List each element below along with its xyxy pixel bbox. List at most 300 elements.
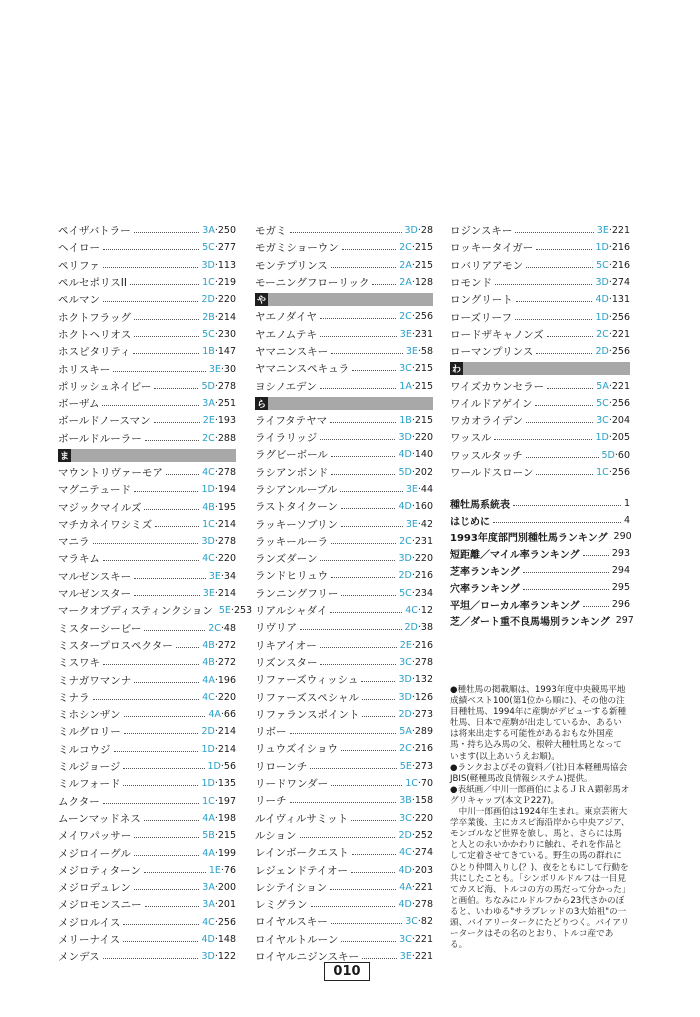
- separator-dot: ·: [214, 674, 218, 686]
- separator-dot: ·: [417, 484, 421, 495]
- index-column-1: [58, 222, 253, 965]
- entry-page: 160: [414, 501, 433, 513]
- entry-name: ロモンド: [450, 277, 492, 290]
- entry-page: 30: [223, 363, 236, 375]
- entry-name: ルション: [255, 829, 297, 842]
- entry-page: 205: [611, 432, 630, 444]
- entry-ref: 2C: [399, 743, 412, 755]
- separator-dot: ·: [411, 760, 415, 772]
- leader-dots: [134, 855, 199, 856]
- separator-dot: ·: [411, 951, 415, 963]
- entry-page: 214: [217, 311, 236, 323]
- note-paragraph: 中川一郎画伯は1924年生まれ。東京芸術大学卒業後、主にカスピ海沿岸から中央アジア、モンゴルなど世界を旅し、馬と、さらには馬と人との永いかかわりに触れ、それを作品として定着させてきている。野生の馬の群れにひとり仲間入りし(？)、夜をともにして行動を共にしたことも。「シンボリルドルフは一目見てカスピ海、トルコの方の馬だって分かった」と画伯。ちなみにルドルフから23代さかのぼると、いわゆる"サラブレッドの3大始祖"の一頭、バイアリータークにたどりつく。バイアリータークはその名のとおり、トルコ産である。: [450, 807, 630, 951]
- separator-dot: ·: [411, 414, 415, 426]
- entry-ref: 3D: [595, 277, 609, 289]
- leader-dots: [124, 733, 199, 734]
- separator-dot: ·: [608, 311, 612, 323]
- separator-dot: ·: [608, 259, 612, 271]
- entry-name: モガミ: [255, 225, 287, 238]
- entry-page: 140: [414, 449, 433, 461]
- separator-dot: ·: [214, 882, 218, 894]
- separator-dot: ·: [214, 951, 218, 963]
- entry-ref: 5B: [202, 830, 215, 842]
- entry-page: 216: [414, 570, 433, 582]
- entry-ref: 3E: [399, 951, 412, 963]
- entry-ref: 4D: [398, 864, 412, 876]
- entry-ref: 4A: [202, 674, 215, 686]
- entry-name: ランズダーン: [255, 553, 318, 566]
- entry-ref: 1E: [208, 864, 221, 876]
- entry-page: 131: [611, 294, 630, 306]
- entry-page: 42: [420, 518, 433, 530]
- index-entry: [255, 896, 433, 913]
- entry-name: レシテイション: [255, 881, 328, 894]
- leader-dots: [526, 457, 599, 458]
- entry-name: リュウズイショウ: [255, 743, 338, 756]
- separator-dot: ·: [608, 328, 612, 340]
- entry-name: ロバリアアモン: [450, 259, 524, 272]
- separator-dot: ·: [411, 449, 415, 461]
- leader-dots: [513, 505, 621, 506]
- leader-dots: [144, 820, 200, 821]
- index-entry: [58, 689, 236, 706]
- leader-dots: [103, 249, 199, 250]
- entry-page: 132: [414, 674, 433, 686]
- entry-ref: 3A: [202, 398, 215, 410]
- entry-name: ムクター: [58, 795, 100, 808]
- entry-ref: 3C: [405, 916, 418, 928]
- entry-name: ヤエノダイヤ: [255, 311, 318, 324]
- entry-page: 288: [217, 432, 236, 444]
- leader-dots: [340, 491, 402, 492]
- leader-dots: [123, 941, 198, 942]
- index-entry: [255, 879, 433, 896]
- note-paragraph: ●表紙画／中川一郎画伯によるＪＲＡ顕彰馬オグリキャップ(本文Ｐ227)。: [450, 784, 630, 806]
- entry-ref: 3E: [596, 225, 609, 237]
- toc-entry[interactable]: [450, 512, 630, 529]
- index-entry: [58, 758, 236, 775]
- index-entry: [58, 810, 236, 827]
- index-entry: [58, 430, 236, 447]
- entry-name: マークオブディスティンクション: [58, 605, 213, 618]
- entry-ref: 2E: [202, 415, 215, 427]
- entry-page: 278: [217, 380, 236, 392]
- toc-entry[interactable]: [450, 545, 630, 562]
- index-entry: [255, 810, 433, 827]
- entry-page: 215: [217, 830, 236, 842]
- separator-dot: ·: [417, 518, 421, 530]
- separator-dot: ·: [220, 622, 224, 634]
- entry-ref: 1B: [202, 346, 215, 358]
- separator-dot: ·: [411, 743, 415, 755]
- entry-page: 256: [217, 916, 236, 928]
- section-header-letter: や: [255, 293, 268, 306]
- index-entry: [58, 585, 236, 602]
- entry-name: ミホシンザン: [58, 709, 121, 722]
- toc-entry[interactable]: [450, 596, 630, 613]
- index-entry: [255, 723, 433, 740]
- entry-ref: 1D: [201, 484, 215, 496]
- leader-dots: [103, 958, 199, 959]
- index-entry: [58, 326, 236, 343]
- toc-entry[interactable]: [450, 529, 630, 546]
- entry-name: ホリスキー: [58, 363, 111, 376]
- entry-page: 215: [414, 259, 433, 271]
- separator-dot: ·: [608, 467, 612, 478]
- index-entry: [58, 343, 236, 360]
- index-entry: [255, 412, 433, 429]
- leader-dots: [526, 422, 593, 423]
- entry-ref: 5C: [202, 242, 215, 254]
- entry-name: ロジンスキー: [450, 225, 513, 238]
- entry-name: マニラ: [58, 536, 90, 549]
- toc-page: 296: [611, 598, 630, 610]
- index-entry: [450, 464, 630, 481]
- entry-name: ホスピタリティ: [58, 346, 131, 359]
- index-entry: [58, 257, 236, 274]
- entry-page: 256: [611, 311, 630, 323]
- entry-page: 216: [414, 743, 433, 755]
- leader-dots: [536, 249, 592, 250]
- leader-dots: [515, 232, 593, 233]
- entry-name: レミグラン: [255, 899, 308, 912]
- leader-dots: [536, 474, 593, 475]
- index-entry: [58, 464, 236, 481]
- entry-ref: 1D: [595, 311, 609, 323]
- leader-dots: [536, 353, 592, 354]
- index-entry: [255, 257, 433, 274]
- entry-name: ヘイロー: [58, 242, 100, 255]
- note-paragraph: ●ランクおよびその資料／(社)日本軽種馬協会JBIS(軽種馬改良情報システム)提供。: [450, 762, 628, 784]
- separator-dot: ·: [411, 311, 415, 323]
- toc-title: 1993年度部門別種牡馬ランキング: [450, 533, 608, 545]
- separator-dot: ·: [214, 415, 218, 427]
- entry-page: 204: [611, 415, 630, 427]
- index-entry: [58, 862, 236, 879]
- section-header: [58, 449, 236, 462]
- separator-dot: ·: [411, 795, 415, 807]
- toc-page: 293: [611, 548, 630, 560]
- toc-entry[interactable]: [450, 579, 630, 596]
- leader-dots: [134, 336, 199, 337]
- table-of-contents: [450, 495, 634, 629]
- entry-ref: 3D: [201, 536, 215, 548]
- entry-ref: 3C: [399, 812, 412, 824]
- leader-dots: [134, 682, 199, 683]
- entry-page: 122: [217, 951, 236, 963]
- entry-page: 253: [233, 605, 253, 617]
- entry-ref: 5A: [596, 380, 609, 392]
- entry-name: モーニングフローリック: [255, 277, 370, 290]
- entry-ref: 2D: [595, 346, 609, 358]
- separator-dot: ·: [214, 934, 218, 946]
- separator-dot: ·: [214, 847, 218, 859]
- entry-page: 220: [217, 553, 236, 565]
- entry-ref: 4B: [202, 639, 215, 651]
- leader-dots: [331, 456, 396, 457]
- separator-dot: ·: [214, 795, 218, 807]
- entry-name: ミルコウジ: [58, 743, 111, 756]
- entry-name: ラシアンボンド: [255, 466, 329, 479]
- index-entry: [450, 412, 630, 429]
- index-entry: [255, 637, 433, 654]
- entry-page: 201: [217, 899, 236, 911]
- entry-name: リズンスター: [255, 656, 318, 669]
- index-entry: [58, 550, 236, 567]
- separator-dot: ·: [220, 363, 224, 375]
- entry-name: マウントリヴァーモア: [58, 467, 163, 479]
- separator-dot: ·: [411, 639, 415, 651]
- leader-dots: [341, 526, 403, 527]
- entry-name: リキアイオー: [255, 639, 317, 652]
- toc-entry[interactable]: [450, 495, 630, 512]
- index-entry: [58, 879, 236, 896]
- entry-name: ミルフォード: [58, 778, 121, 791]
- separator-dot: ·: [411, 933, 415, 945]
- entry-ref: 3C: [596, 415, 609, 427]
- entry-page: 230: [217, 328, 236, 340]
- entry-ref: 1D: [595, 432, 609, 444]
- separator-dot: ·: [608, 380, 612, 392]
- entry-page: 158: [414, 795, 433, 807]
- entry-ref: 4C: [202, 691, 215, 703]
- separator-dot: ·: [411, 812, 415, 824]
- index-entry: [58, 481, 236, 498]
- separator-dot: ·: [417, 345, 421, 357]
- entry-page: 251: [217, 398, 236, 410]
- separator-dot: ·: [220, 761, 224, 773]
- entry-name: ライフタテヤマ: [255, 414, 328, 427]
- entry-ref: 1D: [201, 743, 215, 755]
- entry-name: リードワンダー: [255, 778, 329, 791]
- leader-dots: [145, 440, 199, 441]
- leader-dots: [134, 232, 200, 233]
- separator-dot: ·: [214, 812, 218, 824]
- entry-ref: 5C: [202, 328, 215, 340]
- entry-page: 256: [414, 311, 433, 323]
- entry-page: 194: [217, 484, 236, 496]
- leader-dots: [103, 803, 199, 804]
- entry-ref: 3C: [399, 933, 412, 945]
- entry-name: ボールドルーラー: [58, 432, 142, 445]
- entry-ref: 2C: [208, 622, 221, 634]
- separator-dot: ·: [214, 553, 218, 565]
- entry-name: リファランスポイント: [255, 708, 360, 721]
- toc-title: 芝／ダート重不良馬場別ランキング: [450, 617, 610, 629]
- entry-name: ペルセポリスII: [58, 277, 127, 290]
- separator-dot: ·: [214, 242, 218, 254]
- entry-ref: 2D: [201, 294, 215, 306]
- entry-name: メイワパッサー: [58, 830, 132, 843]
- entry-name: ワッスルタッチ: [450, 449, 523, 462]
- entry-name: ミナガワマンナ: [58, 674, 132, 687]
- separator-dot: ·: [214, 484, 218, 496]
- leader-dots: [320, 318, 396, 319]
- index-entry: [255, 585, 433, 602]
- entry-ref: 2A: [399, 259, 412, 271]
- leader-dots: [123, 924, 199, 925]
- entry-name: マラキム: [58, 553, 100, 566]
- index-entry: [58, 222, 236, 239]
- entry-ref: 5C: [596, 397, 609, 409]
- leader-dots: [155, 526, 199, 527]
- entry-ref: 2C: [399, 311, 412, 323]
- leader-dots: [154, 388, 198, 389]
- toc-entry[interactable]: [450, 562, 630, 579]
- leader-dots: [352, 370, 396, 371]
- index-entry: [255, 239, 433, 256]
- entry-ref: 3E: [405, 484, 418, 495]
- leader-dots: [176, 647, 200, 648]
- entry-page: 221: [414, 881, 433, 893]
- entry-page: 256: [611, 397, 630, 409]
- entry-name: ロングリート: [450, 294, 513, 307]
- entry-page: 216: [414, 639, 433, 651]
- entry-page: 277: [217, 242, 236, 254]
- entry-page: 272: [217, 639, 236, 651]
- leader-dots: [320, 388, 396, 389]
- separator-dot: ·: [411, 881, 415, 893]
- index-entry: [58, 844, 236, 861]
- index-entry: [58, 896, 236, 913]
- entry-page: 278: [217, 536, 236, 548]
- index-entry: [255, 844, 433, 861]
- entry-ref: 4D: [398, 501, 412, 513]
- entry-name: ラグビーボール: [255, 449, 328, 462]
- entry-ref: 4B: [202, 657, 215, 669]
- entry-ref: 5E: [218, 605, 231, 617]
- leader-dots: [166, 474, 199, 475]
- leader-dots: [290, 733, 397, 734]
- entry-name: ワカオライデン: [450, 415, 523, 428]
- leader-dots: [535, 405, 593, 406]
- separator-dot: ·: [411, 708, 415, 720]
- separator-dot: ·: [411, 726, 415, 738]
- separator-dot: ·: [214, 501, 218, 513]
- entry-page: 274: [414, 847, 433, 859]
- entry-ref: 3E: [405, 518, 418, 530]
- separator-dot: ·: [608, 346, 612, 358]
- separator-dot: ·: [214, 346, 218, 358]
- entry-name: リアルシャダイ: [255, 605, 328, 618]
- entry-name: ワイズカウンセラー: [450, 380, 545, 393]
- index-entry: [58, 378, 236, 395]
- separator-dot: ·: [214, 536, 218, 548]
- entry-page: 215: [414, 414, 433, 426]
- leader-dots: [342, 249, 396, 250]
- index-entry: [58, 637, 236, 654]
- entry-name: ヨシノエデン: [255, 380, 317, 393]
- entry-page: 66: [223, 709, 236, 721]
- separator-dot: ·: [214, 743, 218, 755]
- leader-dots: [523, 572, 609, 573]
- toc-page: 290: [613, 531, 632, 543]
- page-number: 010: [324, 962, 370, 981]
- leader-dots: [523, 589, 609, 590]
- entry-ref: 1C: [596, 467, 609, 478]
- entry-ref: 3E: [208, 363, 221, 375]
- entry-page: 82: [420, 916, 433, 928]
- separator-dot: ·: [411, 691, 415, 703]
- leader-dots: [103, 560, 199, 561]
- index-column-2: [255, 222, 433, 965]
- index-entry: [255, 308, 433, 325]
- toc-page: 1: [623, 497, 630, 509]
- entry-name: モガミショーウン: [255, 242, 339, 255]
- leader-dots: [320, 664, 396, 665]
- entry-name: ミスタープロスペクター: [58, 639, 173, 652]
- entry-page: 272: [217, 657, 236, 669]
- entry-ref: 5C: [596, 259, 609, 271]
- toc-entry[interactable]: [450, 613, 634, 630]
- separator-dot: ·: [411, 432, 415, 444]
- entry-ref: 4A: [202, 812, 215, 824]
- entry-ref: 3A: [202, 225, 215, 237]
- entry-ref: 3E: [202, 588, 215, 600]
- leader-dots: [320, 647, 397, 648]
- entry-name: マグニテュード: [58, 484, 131, 497]
- entry-name: リボー: [255, 726, 287, 739]
- entry-name: ミルグロリー: [58, 726, 121, 739]
- entry-page: 113: [217, 259, 236, 271]
- toc-page: 4: [623, 514, 630, 526]
- entry-page: 273: [414, 708, 433, 720]
- leader-dots: [311, 906, 396, 907]
- separator-dot: ·: [608, 225, 612, 237]
- leader-dots: [330, 612, 402, 613]
- entry-page: 60: [617, 449, 630, 461]
- toc-page: 294: [611, 565, 630, 577]
- entry-name: ロードザキャノンズ: [450, 328, 544, 341]
- entry-page: 214: [217, 743, 236, 755]
- entry-name: モンテプリンス: [255, 259, 328, 272]
- entry-name: ペリファ: [58, 259, 100, 272]
- entry-page: 193: [217, 415, 236, 427]
- separator-dot: ·: [214, 311, 218, 323]
- index-entry: [58, 827, 236, 844]
- entry-name: メリーナイス: [58, 934, 121, 947]
- entry-name: ロイヤルトルーン: [255, 933, 339, 946]
- separator-dot: ·: [411, 864, 415, 876]
- entry-name: ムーンマッドネス: [58, 812, 141, 825]
- index-entry: [255, 619, 433, 636]
- index-entry: [58, 706, 236, 723]
- index-entry: [450, 377, 630, 394]
- separator-dot: ·: [220, 570, 224, 582]
- index-entry: [255, 550, 433, 567]
- entry-name: ヤマニンスキー: [255, 345, 329, 358]
- entry-ref: 2D: [398, 570, 412, 582]
- leader-dots: [123, 768, 204, 769]
- leader-dots: [362, 699, 395, 700]
- leader-dots: [494, 439, 592, 440]
- toc-title: 芝率ランキング: [450, 567, 520, 579]
- entry-name: ホクトヘリオス: [58, 328, 132, 341]
- index-entry: [255, 567, 433, 584]
- entry-name: ヤエノムテキ: [255, 328, 318, 341]
- section-header-letter: ま: [58, 449, 71, 462]
- leader-dots: [526, 267, 593, 268]
- entry-ref: 1C: [405, 778, 418, 790]
- entry-page: 221: [611, 225, 630, 237]
- entry-page: 273: [414, 760, 433, 772]
- leader-dots: [515, 319, 593, 320]
- entry-ref: 5D: [601, 449, 615, 461]
- index-entry: [255, 775, 433, 792]
- separator-dot: ·: [214, 328, 218, 340]
- entry-ref: 3D: [398, 674, 412, 686]
- index-entry: [58, 793, 236, 810]
